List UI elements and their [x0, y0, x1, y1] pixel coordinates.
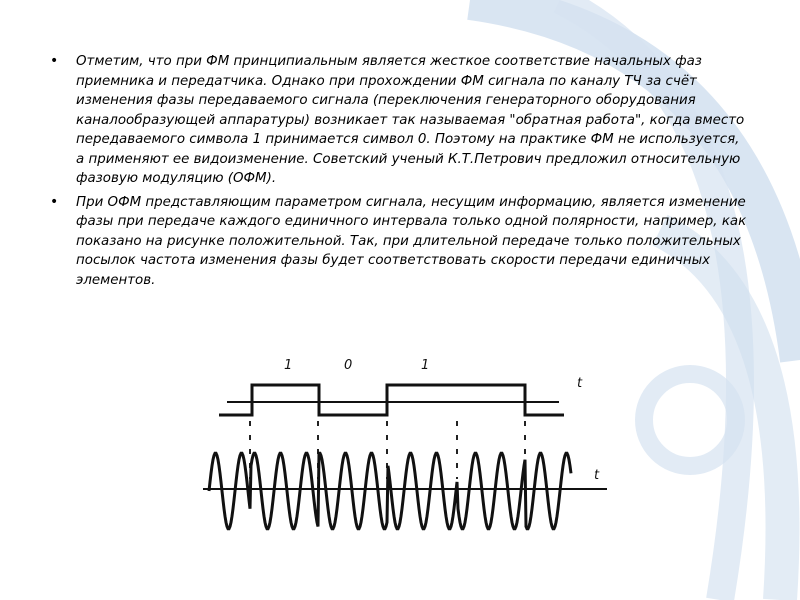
bullet-icon: •: [50, 53, 59, 69]
axis-label-top: t: [577, 376, 583, 391]
bullet-icon: •: [50, 193, 59, 210]
list-item: [50, 193, 750, 291]
bit-label: 1: [421, 358, 430, 373]
bit-label: 1: [284, 358, 293, 373]
list-item: [50, 52, 750, 189]
signal-diagram-svg: [199, 349, 614, 594]
paragraph-1: Отметим, что при ФМ принципиальным является жесткое соответствие начальных фаз приемника и передатчика. Однако при прохождении ФМ сигнала по каналу ТЧ за счёт изменения фазы передаваемого сигнала (переключения генераторного оборудования каналообразующей аппаратуры) возникает так называемая "обратная работа", когда вместо передаваемого символа 1 принимается символ 0. Поэтому на практике ФМ не используется, а применяют ее видоизменение. Советский ученый К.Т.Петрович предложил относительную фазовую модуляцию (ОФМ).: [76, 54, 745, 186]
bit-label: 0: [344, 358, 353, 373]
digital-pulse-line: [219, 385, 564, 415]
text-content: [50, 52, 750, 294]
axis-label-bottom: t: [594, 468, 600, 483]
carrier-wave: [209, 453, 571, 528]
paragraph-2: При ОФМ представляющим параметром сигнала, несущим информацию, является изменение фазы при передаче каждого единичного интервала только одной полярности, например, как показано на рисунке положительной. Так, при длительной передаче только положительных посылок частота изменения фазы будет соответствовать скорости передачи единичных элементов.: [76, 194, 747, 288]
signal-diagram: [199, 349, 614, 594]
